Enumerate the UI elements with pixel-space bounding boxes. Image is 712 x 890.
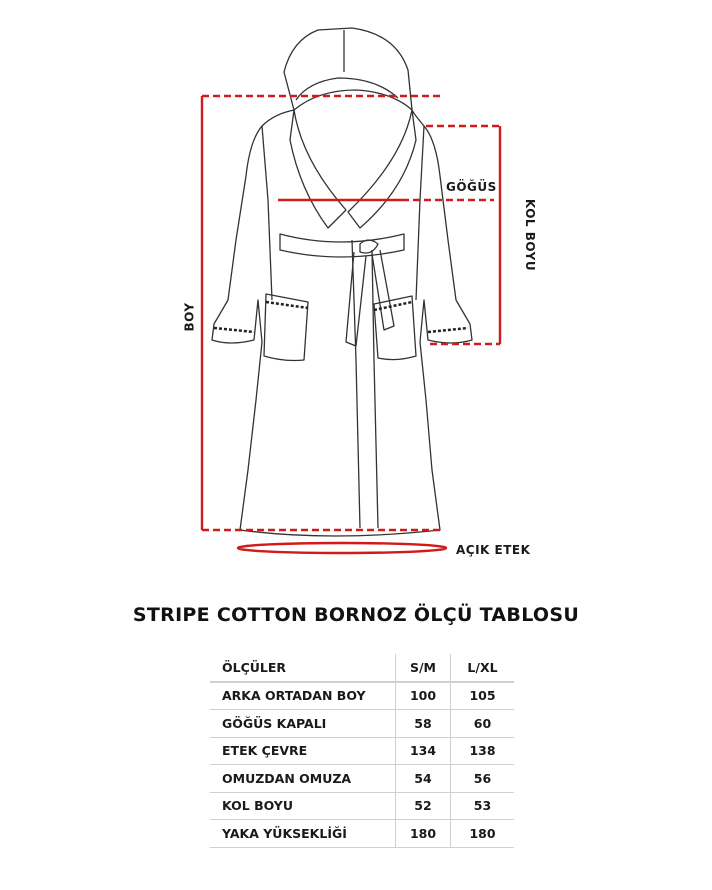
header-lxl: L/XL	[451, 654, 515, 682]
size-table	[210, 654, 514, 848]
stripe-trims	[214, 302, 468, 332]
row-sm-value: 58	[396, 710, 451, 738]
center-front	[352, 240, 360, 528]
row-label: GÖĞÜS KAPALI	[210, 710, 396, 738]
right-sleeve-line	[416, 126, 424, 300]
right-cuff-stripe	[428, 328, 468, 332]
row-label: ETEK ÇEVRE	[210, 737, 396, 765]
hem-label: AÇIK ETEK	[456, 543, 531, 557]
left-pocket-stripe	[266, 302, 308, 308]
table-row	[210, 737, 514, 765]
row-label: KOL BOYU	[210, 792, 396, 820]
robe-body	[212, 110, 472, 536]
row-sm-value: 54	[396, 765, 451, 793]
overlap-edge	[372, 250, 378, 528]
row-lxl-value: 138	[451, 737, 515, 765]
belt	[280, 234, 404, 257]
sleeve-label: KOL BOYU	[523, 198, 538, 272]
table-row	[210, 792, 514, 820]
table-row	[210, 820, 514, 848]
robe-outline	[212, 28, 472, 536]
header-sm: S/M	[396, 654, 451, 682]
right-lapel	[348, 110, 416, 228]
row-label: OMUZDAN OMUZA	[210, 765, 396, 793]
chest-label: GÖĞÜS	[446, 180, 497, 194]
row-sm-value: 134	[396, 737, 451, 765]
left-sleeve-line	[262, 126, 272, 300]
header-measurements: ÖLÇÜLER	[210, 654, 396, 682]
table-row	[210, 682, 514, 710]
table-header-row	[210, 654, 514, 682]
belt-tail-left	[346, 252, 366, 346]
left-lapel	[290, 110, 346, 228]
hem-ellipse	[238, 543, 446, 553]
row-sm-value: 100	[396, 682, 451, 710]
row-label: YAKA YÜKSEKLİĞİ	[210, 820, 396, 848]
table-row	[210, 710, 514, 738]
length-label: BOY	[182, 302, 197, 332]
row-label: ARKA ORTADAN BOY	[210, 682, 396, 710]
row-lxl-value: 56	[451, 765, 515, 793]
size-chart-title: STRIPE COTTON BORNOZ ÖLÇÜ TABLOSU	[132, 604, 580, 626]
row-lxl-value: 60	[451, 710, 515, 738]
table-row	[210, 765, 514, 793]
row-lxl-value: 53	[451, 792, 515, 820]
belt-knot	[360, 240, 378, 253]
row-lxl-value: 180	[451, 820, 515, 848]
row-sm-value: 180	[396, 820, 451, 848]
row-lxl-value: 105	[451, 682, 515, 710]
left-cuff-stripe	[214, 328, 254, 332]
hood	[284, 28, 412, 110]
row-sm-value: 52	[396, 792, 451, 820]
